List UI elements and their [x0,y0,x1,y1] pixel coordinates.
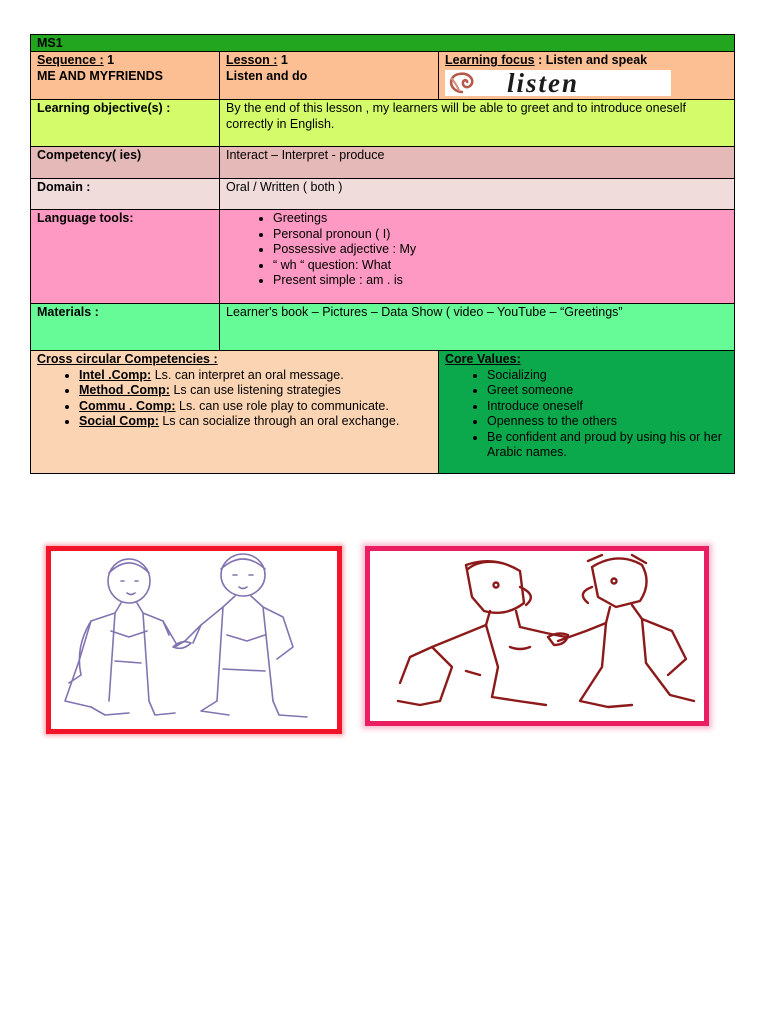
competency-text: Ls. can use role play to communicate. [175,398,389,413]
competency-row [31,147,735,179]
materials-label: Materials : [31,304,220,351]
language-tools-label: Language tools: [31,210,220,304]
competency-value: Interact – Interpret - produce [220,147,735,179]
lesson-title: Listen and do [226,68,308,83]
materials-row [31,304,735,351]
lesson-plan-table-wrapper [30,34,734,474]
language-tool-item: • “ wh “ question: What [273,258,728,274]
competency-name: Commu . Comp: [79,398,176,413]
competency-label: Competency( ies) [31,147,220,179]
boys-shaking-hands-drawing [51,551,337,729]
competency-text: Ls can use listening strategies [169,383,341,397]
cross-competency-item [79,383,432,399]
handshake-picture-traditional [46,546,342,734]
core-value-item: • Introduce oneself [487,399,728,415]
header-row [31,35,735,52]
objective-row [31,100,735,147]
sequence-label: Sequence : [37,53,104,67]
competency-name: Intel .Comp: [79,367,152,382]
competency-text: Ls can socialize through an oral exchange. [158,414,400,428]
core-values-list [445,368,728,461]
competency-text: Ls. can interpret an oral message. [151,367,344,382]
language-tools-cell [220,210,735,304]
competency-name: Social Comp: [79,414,159,428]
cross-competency-item [79,414,432,430]
domain-value: Oral / Written ( both ) [220,179,735,210]
top-info-row [31,52,735,100]
domain-row [31,179,735,210]
listen-logo-text: listen [507,69,580,96]
competency-name: Method .Comp: [79,383,170,397]
sequence-cell [31,52,220,100]
language-tool-item: • Personal pronoun ( I) [273,227,728,243]
sequence-title: ME AND MYFRIENDS [37,68,163,83]
learning-focus-value: : Listen and speak [534,53,648,67]
core-value-item: • Greet someone [487,383,728,399]
listen-ear-logo [445,70,671,96]
competencies-values-row [31,351,735,474]
cross-competencies-title: Cross circular Competencies : [37,352,218,366]
learning-focus-label: Learning focus [445,53,535,67]
language-tools-row [31,210,735,304]
materials-value: Learner's book – Pictures – Data Show ( video – YouTube – “Greetings” [220,304,735,351]
learning-focus-cell [439,52,735,100]
sequence-number: 1 [103,53,115,67]
core-value-item: • Openness to the others [487,414,728,430]
objective-label: Learning objective(s) : [31,100,220,147]
handshake-picture-cartoon [365,546,709,726]
language-tool-item: • Possessive adjective : My [273,242,728,258]
cartoon-handshake-drawing [370,551,704,721]
language-tools-list [226,211,728,289]
ms-level-cell: MS1 [31,35,735,52]
language-tool-item: • Present simple : am . is [273,273,728,289]
core-values-title: Core Values: [445,352,521,366]
core-value-item: • Socializing [487,368,728,384]
lesson-number: 1 [277,53,288,67]
cross-competencies-list [37,368,432,430]
lesson-plan-table [30,34,735,474]
cross-competency-item [79,368,432,384]
core-values-cell [439,351,735,474]
cross-competencies-cell [31,351,439,474]
lesson-cell [220,52,439,100]
core-value-item: • Be confident and proud by using his or her Arabic names. [487,430,728,461]
language-tool-item: • Greetings [273,211,728,227]
lesson-label: Lesson : [226,53,278,67]
cross-competency-item [79,399,432,415]
objective-value: By the end of this lesson , my learners will be able to greet and to introduce oneself correctly in English. [220,100,735,147]
domain-label: Domain : [31,179,220,210]
